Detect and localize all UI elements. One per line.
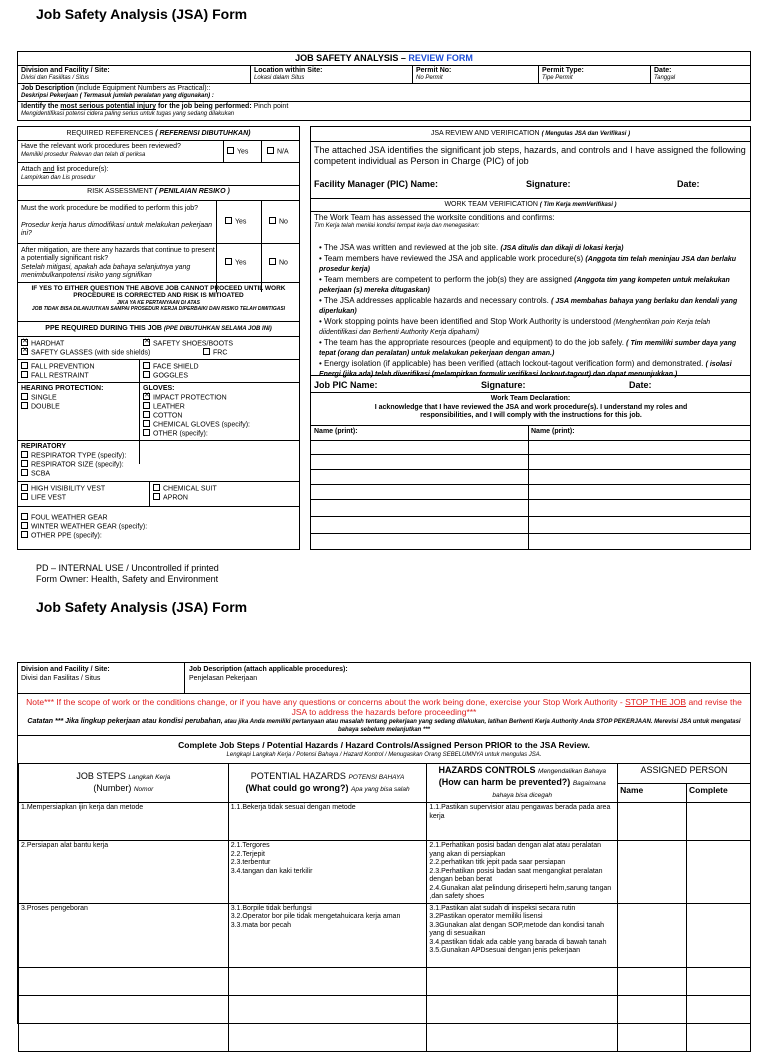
col-header-job-steps: JOB STEPS Langkah Kerja (Number) Nomor bbox=[19, 764, 229, 803]
bullet-hazards-controls: • The JSA addresses applicable hazards and necessary controls. ( JSA membahas bahaya yang berlaku dan kendali yang diperlukan) bbox=[319, 295, 738, 315]
date-sub: Tanggal bbox=[654, 75, 676, 81]
work-team-statement: The Work Team has assessed the worksite conditions and confirms: bbox=[314, 213, 555, 222]
ppe-chemical-suit[interactable]: CHEMICAL SUIT bbox=[153, 485, 217, 493]
cell-assigned-complete[interactable] bbox=[687, 995, 751, 1023]
table-row bbox=[19, 803, 751, 841]
cell-controls[interactable]: 1.1.Pastikan supervisior atau pengawas berada pada area kerja bbox=[427, 803, 618, 841]
ppe-fall-restraint[interactable]: FALL RESTRAINT bbox=[21, 372, 89, 380]
cell-assigned-complete[interactable] bbox=[687, 841, 751, 904]
q3-yes-checkbox[interactable]: Yes bbox=[225, 259, 246, 267]
table-row bbox=[19, 903, 751, 967]
question-hazards-sub: Setelah mitigasi, apakah ada bahaya selanjutnya yang menimbulkanpotensi risiko yang signifikan bbox=[21, 264, 191, 279]
ppe-winter-weather-gear[interactable]: WINTER WEATHER GEAR (specify): bbox=[21, 523, 147, 531]
ppe-gloves-cotton[interactable]: COTTON bbox=[143, 412, 182, 420]
review-statement: The attached JSA identifies the significant job steps, hazards, and controls and I have assigned the following competent individual as Person in Charge (PIC) of job bbox=[314, 145, 746, 166]
q2-yes-checkbox[interactable]: Yes bbox=[225, 218, 246, 226]
cell-assigned-complete[interactable] bbox=[687, 903, 751, 967]
cell-controls[interactable]: 3.1.Pastikan alat sudah di inspeksi secara rutin 3.2Pastikan operator memiliki lisensi 3.3Gunakan alat dengan SOP,metode dan kondisi tanah yang di sesuaikan 3.4.pastikan tidak ada cable yang barada di bawah tanah 3.5.Gunakan APDsesuai dengan jenis pekerjaan bbox=[427, 903, 618, 967]
work-team-statement-sub: Tim Kerja telah menilai kondisi tempat kerja dan menegaskan: bbox=[314, 223, 480, 229]
cell-hazards[interactable]: 2.1.Tergores 2.2.Terjepit 2.3.terbentur 3.4.tangan dan kaki terkilir bbox=[228, 841, 427, 904]
ppe-gloves-leather[interactable]: LEATHER bbox=[143, 403, 185, 411]
ppe-respirator-size[interactable]: RESPIRATOR SIZE (specify): bbox=[21, 461, 124, 469]
cell-step[interactable] bbox=[19, 995, 229, 1023]
proceed-warning: IF YES TO EITHER QUESTION THE ABOVE JOB CANNOT PROCEED UNTIL WORK PROCEDURE IS CORRECTED AND RISK IS MITIOATED bbox=[31, 285, 286, 299]
ppe-hearing-double[interactable]: DOUBLE bbox=[21, 403, 60, 411]
page1-footer bbox=[36, 563, 219, 585]
ppe-scba[interactable]: SCBA bbox=[21, 470, 50, 478]
cell-assigned-complete[interactable] bbox=[687, 1023, 751, 1051]
complete-steps-sub: Lengkapi Langkah Kerja / Potensi Bahaya / Hazard Kontrol / Menugaskan Orang SEBELUMNYA untuk mengulas JSA. bbox=[226, 752, 542, 758]
proceed-warning-sub1: JIKA YA KE PERTANYAAN DI ATAS bbox=[117, 300, 200, 306]
cell-assigned-name[interactable] bbox=[618, 841, 687, 904]
table-row bbox=[19, 841, 751, 904]
cell-controls[interactable] bbox=[427, 995, 618, 1023]
ppe-safety-shoes[interactable]: ✕ SAFETY SHOES/BOOTS bbox=[143, 340, 233, 348]
footer-internal-use: PD – INTERNAL USE / Uncontrolled if printed bbox=[36, 563, 219, 573]
col-header-complete: Complete bbox=[687, 783, 751, 803]
cell-assigned-name[interactable] bbox=[618, 995, 687, 1023]
ppe-high-visibility-vest[interactable]: HIGH VISIBILITY VEST bbox=[21, 485, 105, 493]
ppe-foul-weather-gear[interactable]: FOUL WEATHER GEAR bbox=[21, 514, 108, 522]
name-print-label-left: Name (print): bbox=[314, 428, 358, 435]
question-modify-sub: Prosedur kerja harus dimodifikasi untuk melakukan pekerjaan ini? bbox=[21, 222, 213, 237]
question-procedures-reviewed: Have the relevant work procedures been reviewed? bbox=[21, 143, 181, 150]
attach-procedures-sub: Lampirkan dan Lis prosedur bbox=[21, 175, 96, 181]
review-verification-title: JSA REVIEW AND VERIFICATION ( Mengulas JSA dan Verifikasi ) bbox=[430, 130, 631, 137]
ppe-respirator-type[interactable]: RESPIRATOR TYPE (specify): bbox=[21, 452, 126, 460]
permit-no-label: Permit No: bbox=[416, 67, 452, 74]
cell-hazards[interactable] bbox=[228, 967, 427, 995]
ppe-safety-glasses[interactable]: ✕SAFETY GLASSES (with side shields) bbox=[21, 349, 150, 357]
location-label: Location within Site: bbox=[254, 67, 323, 74]
left-panel bbox=[17, 126, 300, 550]
respiratory-label: REPIRATORY bbox=[21, 443, 66, 450]
ppe-frc[interactable]: FRC bbox=[203, 349, 227, 357]
ppe-apron[interactable]: APRON bbox=[153, 494, 188, 502]
permit-type-label: Permit Type: bbox=[542, 67, 584, 74]
cell-step[interactable] bbox=[19, 1023, 229, 1051]
job-description-label: Job Description (include Equipment Numbers as Practical):: bbox=[21, 85, 211, 92]
cell-assigned-name[interactable] bbox=[618, 903, 687, 967]
question-procedures-sub: Memiliki prosedur Relevan dan telah di periksa bbox=[21, 152, 146, 158]
identify-injury-value: Pinch point bbox=[253, 103, 289, 110]
cell-assigned-name[interactable] bbox=[618, 803, 687, 841]
ppe-face-shield[interactable]: FACE SHIELD bbox=[143, 363, 199, 371]
cell-step[interactable]: 3.Proses pengeboran bbox=[19, 903, 229, 967]
p2-job-description-sub: Penjelasan Pekerjaan bbox=[189, 675, 258, 682]
ppe-title: PPE REQUIRED DURING THIS JOB (PPE DIBUTUHKAN SELAMA JOB INI) bbox=[45, 325, 272, 332]
question-remaining-hazards: After mitigation, are there any hazards that continue to present a potentially significant risk? bbox=[21, 247, 215, 262]
page2-title: Job Safety Analysis (JSA) Form bbox=[36, 599, 248, 615]
ppe-goggles[interactable]: GOGGLES bbox=[143, 372, 188, 380]
date-label: Date: bbox=[654, 67, 672, 74]
ppe-life-vest[interactable]: LIFE VEST bbox=[21, 494, 66, 502]
cell-step[interactable]: 2.Persiapan alat bantu kerja bbox=[19, 841, 229, 904]
work-team-verification-title: WORK TEAM VERIFICATION ( Tim Kerja memVerifikasi ) bbox=[444, 201, 617, 208]
cell-controls[interactable] bbox=[427, 967, 618, 995]
p2-division-sub: Divisi dan Fasilitas / Situs bbox=[21, 675, 101, 682]
page-title: Job Safety Analysis (JSA) Form bbox=[36, 6, 248, 22]
job-description-sub: Deskripsi Pekerjaan ( Termasuk jumlah peralatan yang digunakan) : bbox=[21, 93, 214, 99]
table-row bbox=[19, 995, 751, 1023]
col-header-hazard-controls: HAZARDS CONTROLS Mengendalikan Bahaya (How can harm be prevented?) Bagaimana bahaya bisa dicegah bbox=[427, 764, 618, 803]
cell-assigned-name[interactable] bbox=[618, 967, 687, 995]
q1-yes-checkbox[interactable]: Yes bbox=[227, 148, 248, 156]
q3-no-checkbox[interactable]: No bbox=[269, 259, 288, 267]
risk-assessment-title: RISK ASSESSMENT ( PENILAIAN RESIKO ) bbox=[87, 188, 230, 195]
work-team-declaration-text: I acknowledge that I have reviewed the JSA and work procedure(s). I understand my roles and responsibilities, and I will comply with the instructions for this job. bbox=[374, 404, 688, 419]
cell-step[interactable]: 1.Mempersiapkan ijin kerja dan metode bbox=[19, 803, 229, 841]
table-row bbox=[19, 967, 751, 995]
cell-assigned-name[interactable] bbox=[618, 1023, 687, 1051]
ppe-gloves-other[interactable]: OTHER (specify): bbox=[143, 430, 208, 438]
attach-procedures-label: Attach and list procedure(s): bbox=[21, 166, 109, 173]
permit-no-sub: No Permit bbox=[416, 75, 443, 81]
ppe-hardhat[interactable]: ✕HARDHAT bbox=[21, 340, 64, 348]
jsa-steps-table bbox=[18, 763, 751, 1052]
ppe-gloves-impact[interactable]: ✕IMPACT PROTECTION bbox=[143, 394, 227, 402]
identify-injury-sub: Mengidentifikasi potensi cidera paling serius untuk tugas yang sedang dilakukan bbox=[21, 111, 235, 117]
bullet-resources: • The team has the appropriate resources (people and equipment) to do the job safely. ( Tim memiliki sumber daya yang tepat (orang dan peralatan) untuk melakukan pekerjaan dengan aman.) bbox=[319, 337, 737, 357]
facility-manager-signature-label: Signature: bbox=[526, 179, 571, 189]
form-title: JOB SAFETY ANALYSIS – REVIEW FORM bbox=[295, 53, 473, 63]
bullet-competent: • Team members are competent to perform the job(s) they are assigned (Anggota tim yang kompeten untuk melakukan pekerjaan (s) mereka ditugaskan) bbox=[319, 274, 730, 294]
identify-injury-label: Identify the most serious potential injury for the job being performed: Pinch point bbox=[21, 103, 289, 110]
ppe-fall-prevention[interactable]: FALL PREVENTION bbox=[21, 363, 95, 371]
hearing-protection-label: HEARING PROTECTION: bbox=[21, 385, 104, 392]
ppe-other[interactable]: OTHER PPE (specify): bbox=[21, 532, 102, 540]
division-sub: Divisi dan Fasilitas / Situs bbox=[21, 75, 90, 81]
ppe-gloves-chemical[interactable]: CHEMICAL GLOVES (specify): bbox=[143, 421, 250, 429]
q1-na-checkbox[interactable]: N/A bbox=[267, 148, 289, 156]
page2-form bbox=[17, 662, 751, 1024]
job-pic-date-label: Date: bbox=[629, 380, 652, 390]
bullet-jsa-written: • The JSA was written and reviewed at the job site. (JSA ditulis dan dikaji di lokasi kerja) bbox=[319, 243, 624, 252]
col-header-assigned-person: ASSIGNED PERSON bbox=[618, 764, 751, 784]
ppe-hearing-single[interactable]: SINGLE bbox=[21, 394, 57, 402]
cell-hazards[interactable]: 1.1.Bekerja tidak sesuai dengan metode bbox=[228, 803, 427, 841]
p2-division-label: Division and Facility / Site: bbox=[21, 666, 110, 673]
cell-assigned-complete[interactable] bbox=[687, 967, 751, 995]
right-panel bbox=[310, 126, 751, 550]
p2-job-description-label: Job Description (attach applicable procedures): bbox=[189, 666, 348, 673]
gloves-label: GLOVES: bbox=[143, 385, 175, 392]
name-print-label-right: Name (print): bbox=[531, 428, 575, 435]
verification-bullets bbox=[319, 243, 747, 380]
location-sub: Lokasi dalam Situs bbox=[254, 75, 305, 81]
cell-hazards[interactable] bbox=[228, 1023, 427, 1051]
col-header-name: Name bbox=[618, 783, 687, 803]
permit-type-sub: Tipe Permit bbox=[542, 75, 573, 81]
cell-hazards[interactable] bbox=[228, 995, 427, 1023]
cell-assigned-complete[interactable] bbox=[687, 803, 751, 841]
bullet-energy-isolation: • Energy isolation (if applicable) has been verified (attach lockout-tagout verification form) and demonstrated. ( isolasi Energi (jika ada) telah diverifikasi (melampirkan formulir verifikasi lockout-tagout) dan dapat menunjukkan.) bbox=[319, 358, 732, 378]
q2-no-checkbox[interactable]: No bbox=[269, 218, 288, 226]
work-team-declaration-title: Work Team Declaration: bbox=[490, 395, 571, 402]
required-references-title: REQUIRED REFERENCES ( REFERENSI DIBUTUHKAN) bbox=[66, 130, 251, 137]
table-row bbox=[19, 1023, 751, 1051]
facility-manager-date-label: Date: bbox=[677, 179, 700, 189]
form-header bbox=[17, 51, 751, 121]
question-modify-procedure: Must the work procedure be modified to perform this job? bbox=[21, 205, 199, 212]
facility-manager-name-label: Facility Manager (PIC) Name: bbox=[314, 179, 439, 189]
proceed-warning-sub2: JOB TIDAK BISA DILANJUTKAN SAMPAI PROSEDUR KERJA DIPERBAIKI DAN RISIKO TELAH DIMITIGASI bbox=[31, 306, 286, 312]
cell-controls[interactable] bbox=[427, 1023, 618, 1051]
stop-work-note: Note*** If the scope of work or the conditions change, or if you have any questions or concerns about the work being done, exercise your Stop Work Authority - STOP THE JOB and revise the JSA to address the hazards before proceeding*** bbox=[26, 697, 742, 717]
job-pic-name-label: Job PIC Name: bbox=[314, 380, 378, 390]
col-header-potential-hazards: POTENTIAL HAZARDS POTENSI BAHAYA (What could go wrong?) Apa yang bisa salah bbox=[228, 764, 427, 803]
cell-controls[interactable]: 2.1.Perhatikan posisi badan dengan alat atau peralatan yang akan di persiapkan 2.2.perhatikan titk jepit pada saar persiapan 2.3.Perhatikan posisi badan saat mengangkat peralatan dengan beban berat 2.4.Gunakan alat pelindung diriseperti helm,sarung tangan ,dan safety shoes bbox=[427, 841, 618, 904]
bullet-reviewed-procedures: • Team members have reviewed the JSA and applicable work procedure(s) (Anggota tim telah meninjau JSA dan berlaku prosedur kerja) bbox=[319, 253, 737, 273]
cell-step[interactable] bbox=[19, 967, 229, 995]
stop-work-note-translation: Catatan *** Jika lingkup pekerjaan atau kondisi perubahan, atau jika Anda memiliki pertanyaan atau masalah tentang pekerjaan yang sedang dilakukan, latihan Berhenti Kerja Authority Anda STOP PEKERJAAN. Merevisi JSA untuk mengatasi bahaya sebelum melanjutkan *** bbox=[27, 718, 741, 733]
cell-hazards[interactable]: 3.1.Borpile tidak berfungsi 3.2.Operator bor pile tidak mengetahuicara kerja aman 3.3.mata bor pecah bbox=[228, 903, 427, 967]
footer-form-owner: Form Owner: Health, Safety and Environment bbox=[36, 574, 219, 584]
complete-steps-title: Complete Job Steps / Potential Hazards / Hazard Controls/Assigned Person PRIOR to the JSA Review. bbox=[178, 740, 590, 750]
bullet-stop-work: • Work stopping points have been identified and Stop Work Authority is understood (Menghentikan poin Kerja telah diidentifikasi dan Berhenti Authority Kerja dipahami) bbox=[319, 316, 711, 336]
division-label: Division and Facility / Site: bbox=[21, 67, 110, 74]
job-pic-signature-label: Signature: bbox=[481, 380, 526, 390]
